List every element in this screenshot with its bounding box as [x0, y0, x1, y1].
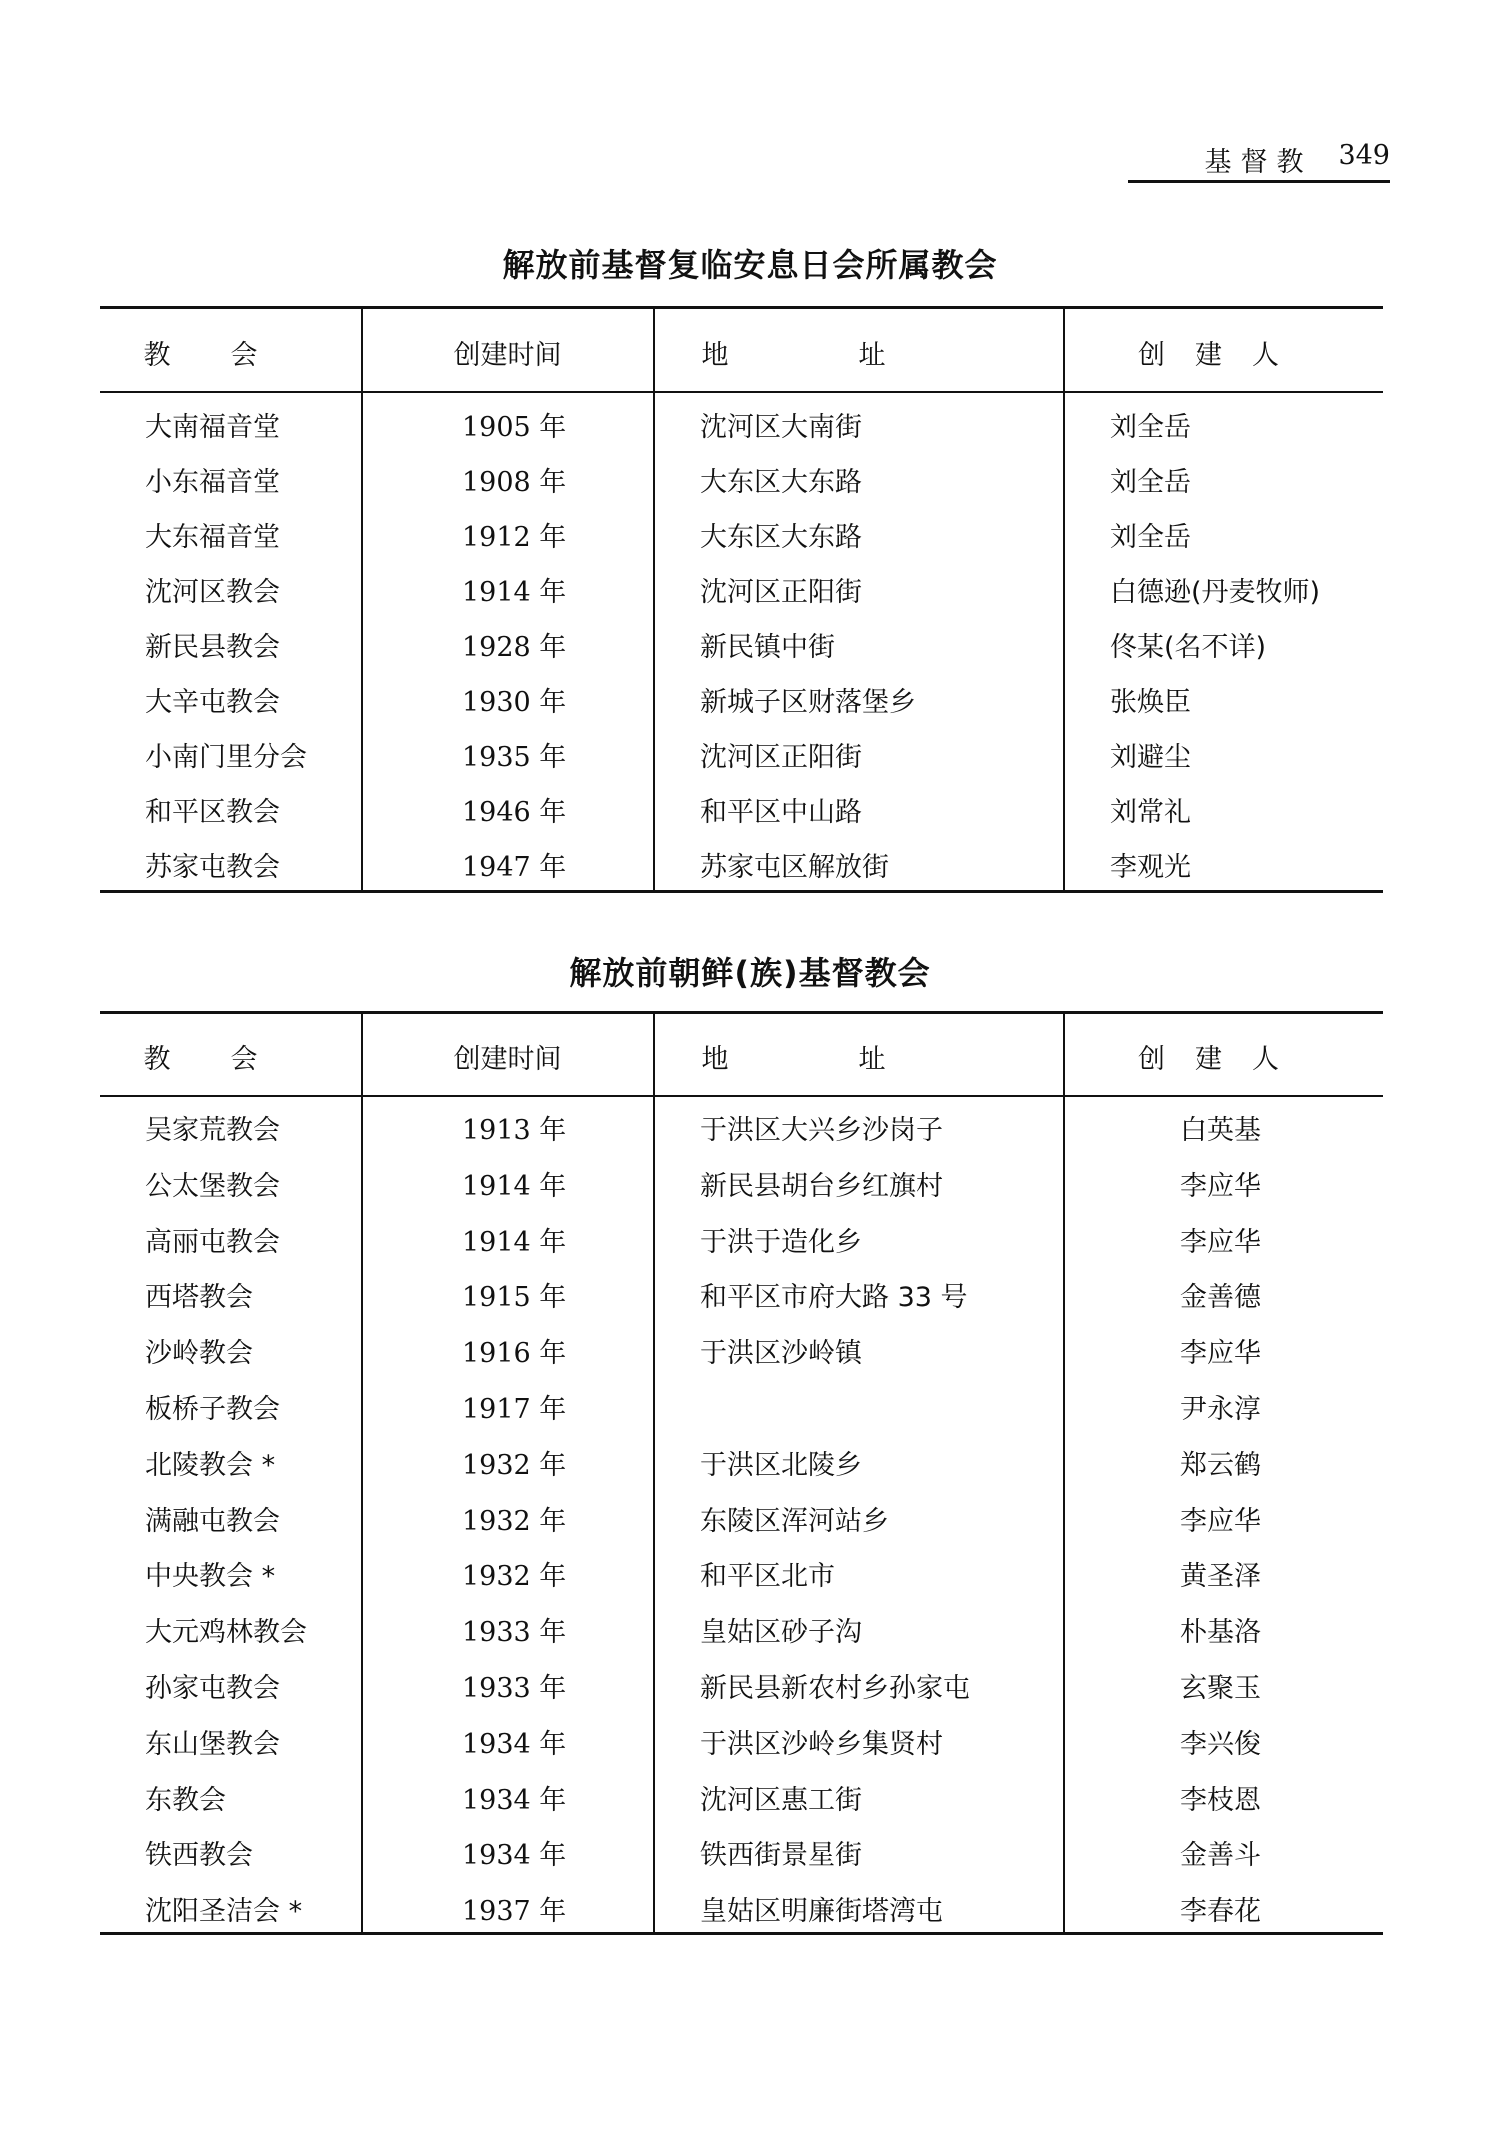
table2-founder: 金善德	[1180, 1282, 1261, 1314]
table2-address: 于洪区沙岭镇	[700, 1338, 862, 1370]
table1-address: 沈河区正阳街	[700, 742, 862, 773]
table2-church-name: 东教会	[145, 1784, 226, 1816]
table1-bottom-rule	[100, 890, 1383, 893]
table2-founding-year: 1915 年	[462, 1282, 567, 1314]
table1-title: 解放前基督复临安息日会所属教会	[502, 246, 998, 284]
table2-divider	[653, 1013, 655, 1934]
table2-founding-year: 1934 年	[462, 1840, 567, 1872]
table1-church-name: 小东福音堂	[145, 467, 280, 498]
table1-founder: 刘全岳	[1110, 522, 1191, 553]
table2-church-name: 公太堡教会	[145, 1170, 280, 1202]
table2-address: 和平区市府大路 33 号	[700, 1282, 968, 1314]
table2-header-rule	[100, 1095, 1383, 1097]
table1-founding-year: 1912 年	[462, 522, 567, 553]
table1-address: 新民镇中街	[700, 632, 835, 663]
table2-church-name: 满融屯教会	[145, 1505, 280, 1537]
table2-address: 新民县胡台乡红旗村	[700, 1170, 943, 1202]
table2-founder: 李应华	[1180, 1170, 1261, 1202]
table1-church-name: 大辛屯教会	[145, 687, 280, 718]
table1-church-name: 大东福音堂	[145, 522, 280, 553]
table1-founding-year: 1914 年	[462, 577, 567, 608]
table1-church-name: 苏家屯教会	[145, 852, 280, 883]
table2-address: 和平区北市	[700, 1561, 835, 1593]
table2-founder: 李春花	[1180, 1896, 1261, 1928]
table2-founder: 黄圣泽	[1180, 1561, 1261, 1593]
table2-top-rule	[100, 1011, 1383, 1014]
table2-founding-year: 1932 年	[462, 1561, 567, 1593]
table2-founding-year: 1913 年	[462, 1115, 567, 1146]
table2-address: 东陵区浑河站乡	[700, 1505, 889, 1537]
table1-founder: 李观光	[1110, 852, 1191, 883]
table1-church-name: 和平区教会	[145, 797, 280, 828]
table2-header-year: 创建时间	[453, 1044, 562, 1075]
table2-church-name: 沈阳圣洁会 *	[145, 1896, 303, 1928]
section-title: 基督教	[1204, 147, 1313, 178]
table1-founder: 张焕臣	[1110, 687, 1191, 718]
table2-founding-year: 1914 年	[462, 1226, 567, 1258]
table1-address: 苏家屯区解放街	[700, 852, 889, 883]
table1-address: 沈河区大南街	[700, 412, 862, 443]
table1-founding-year: 1928 年	[462, 632, 567, 663]
table2-address: 于洪区沙岭乡集贤村	[700, 1728, 943, 1760]
table1-founding-year: 1947 年	[462, 852, 567, 883]
table2-founder: 李应华	[1180, 1338, 1261, 1370]
table1-founder: 白德逊(丹麦牧师)	[1110, 577, 1321, 608]
table2-church-name: 板桥子教会	[145, 1394, 280, 1425]
table2-address: 新民县新农村乡孙家屯	[700, 1673, 970, 1704]
table1-church-name: 大南福音堂	[145, 412, 280, 443]
table1-founding-year: 1935 年	[462, 742, 567, 773]
table1-header-rule	[100, 391, 1383, 393]
table1-address: 大东区大东路	[700, 522, 862, 553]
table2-founder: 李应华	[1180, 1226, 1261, 1258]
table2-founder: 白英基	[1180, 1115, 1261, 1146]
table2-founder: 朴基洛	[1180, 1617, 1261, 1649]
table2-founding-year: 1934 年	[462, 1784, 567, 1816]
table2-church-name: 高丽屯教会	[145, 1226, 280, 1258]
table2-church-name: 沙岭教会	[145, 1338, 253, 1370]
table2-church-name: 孙家屯教会	[145, 1673, 280, 1704]
table1-header-address: 地址	[701, 340, 1016, 371]
table1-church-name: 沈河区教会	[145, 577, 280, 608]
table1-founding-year: 1905 年	[462, 412, 567, 443]
table1-header-church: 教会	[143, 340, 318, 371]
table1-top-rule	[100, 306, 1383, 309]
table2-address: 沈河区惠工街	[700, 1784, 862, 1816]
table1-founding-year: 1908 年	[462, 467, 567, 498]
table2-founding-year: 1937 年	[462, 1896, 567, 1928]
table2-address: 铁西街景星街	[700, 1840, 862, 1872]
table1-founder: 刘全岳	[1110, 412, 1191, 443]
table1-address: 大东区大东路	[700, 467, 862, 498]
table2-header-founder: 创建人	[1138, 1044, 1309, 1075]
table1-address: 新城子区财落堡乡	[700, 687, 916, 718]
table1-divider	[361, 308, 363, 892]
table2-founder: 李兴俊	[1180, 1728, 1261, 1760]
table2-founding-year: 1933 年	[462, 1617, 567, 1649]
table1-founder: 刘全岳	[1110, 467, 1191, 498]
table1-founding-year: 1946 年	[462, 797, 567, 828]
table2-founder: 李枝恩	[1180, 1784, 1261, 1816]
table1-founder: 刘避尘	[1110, 742, 1191, 773]
table1-divider	[1063, 308, 1065, 892]
table2-church-name: 中央教会 *	[145, 1561, 276, 1593]
table1-address: 和平区中山路	[700, 797, 862, 828]
header-rule	[1128, 180, 1390, 183]
table2-founder: 李应华	[1180, 1505, 1261, 1537]
table1-divider	[653, 308, 655, 892]
table2-church-name: 北陵教会 *	[145, 1449, 276, 1481]
table1-church-name: 小南门里分会	[145, 742, 307, 773]
table2-address: 于洪区北陵乡	[700, 1449, 862, 1481]
table2-title: 解放前朝鲜(族)基督教会	[569, 954, 931, 992]
table2-founding-year: 1933 年	[462, 1673, 567, 1704]
running-head	[1110, 140, 1390, 179]
table2-divider	[1063, 1013, 1065, 1934]
table2-address: 皇姑区砂子沟	[700, 1617, 862, 1649]
table1-founder: 刘常礼	[1110, 797, 1191, 828]
table1-church-name: 新民县教会	[145, 632, 280, 663]
table1-address: 沈河区正阳街	[700, 577, 862, 608]
table1-founding-year: 1930 年	[462, 687, 567, 718]
table2-divider	[361, 1013, 363, 1934]
table2-church-name: 铁西教会	[145, 1840, 253, 1872]
table2-bottom-rule	[100, 1932, 1383, 1935]
table2-header-church: 教会	[143, 1044, 318, 1075]
table1-founder: 佟某(名不详)	[1110, 632, 1267, 663]
table2-address: 皇姑区明廉街塔湾屯	[700, 1896, 943, 1928]
table2-founding-year: 1934 年	[462, 1728, 567, 1760]
table2-header-address: 地址	[701, 1044, 1016, 1075]
table2-church-name: 西塔教会	[145, 1282, 253, 1314]
table2-founding-year: 1916 年	[462, 1338, 567, 1370]
page-number: 349	[1338, 140, 1390, 171]
table2-founding-year: 1917 年	[462, 1394, 567, 1425]
table2-founder: 尹永淳	[1180, 1394, 1261, 1425]
table2-founder: 金善斗	[1180, 1840, 1261, 1872]
table2-founding-year: 1932 年	[462, 1449, 567, 1481]
table2-founder: 玄聚玉	[1180, 1673, 1261, 1704]
table2-church-name: 东山堡教会	[145, 1728, 280, 1760]
table1-header-founder: 创建人	[1138, 340, 1309, 371]
table2-founding-year: 1932 年	[462, 1505, 567, 1537]
table2-founder: 郑云鹤	[1180, 1449, 1261, 1481]
table1-header-year: 创建时间	[453, 340, 562, 371]
table2-church-name: 吴家荒教会	[145, 1115, 280, 1146]
table2-address: 于洪于造化乡	[700, 1226, 862, 1258]
table2-founding-year: 1914 年	[462, 1170, 567, 1202]
table2-church-name: 大元鸡林教会	[145, 1617, 307, 1649]
table2-address: 于洪区大兴乡沙岗子	[700, 1115, 943, 1146]
